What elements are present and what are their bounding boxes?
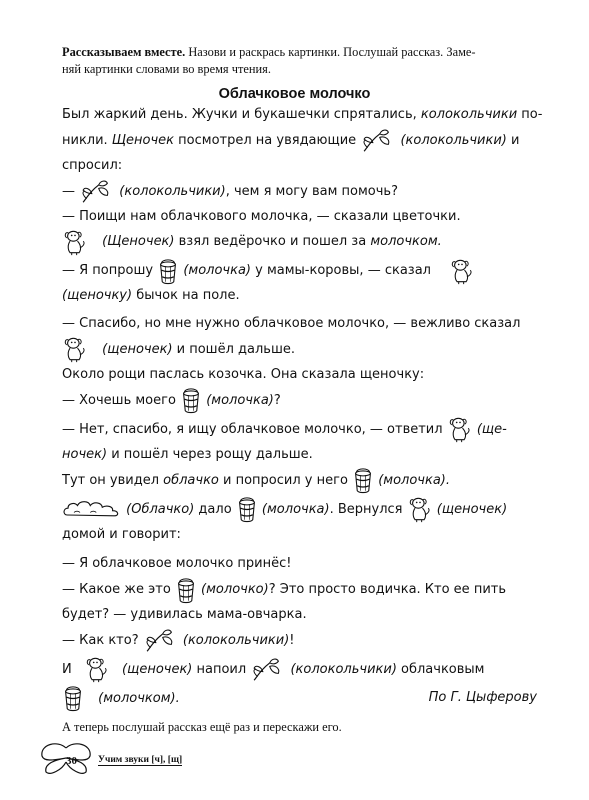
puppy-icon (62, 228, 88, 256)
story-fragment: (молочко) (201, 582, 269, 598)
story-line (62, 524, 548, 546)
page-footer (36, 742, 236, 776)
story-fragment: дало (194, 501, 236, 517)
story-fragment: (молочком). (98, 690, 180, 706)
story-line (62, 626, 548, 655)
story-fragment: (молочка). (378, 472, 450, 488)
story-title: Облачковое молочко (218, 86, 371, 102)
story-fragment: и (506, 132, 520, 148)
retell-instruction: А теперь послушай рассказ ещё раз и перескажи его. (62, 720, 342, 734)
story-fragment: (Щеночек) (102, 234, 175, 250)
story-line (62, 285, 548, 307)
story-line (62, 206, 548, 228)
puppy-icon (447, 415, 473, 443)
task-text-line-1: Назови и раскрась картинки. Послушай рассказ. Заме- (185, 45, 476, 59)
story-fragment: (щеночек) (122, 661, 193, 677)
page-number: 30 (66, 755, 77, 767)
story-fragment: и пошёл дальше. (172, 341, 295, 357)
story-fragment: — Какое же это (62, 582, 175, 598)
story-fragment: (щеночек) (102, 341, 173, 357)
bellflower-icon (250, 656, 286, 682)
story-fragment: (колокольчики) (290, 661, 397, 677)
bellflower-icon (360, 127, 396, 153)
story-fragment: домой и говорит: (62, 526, 181, 542)
story-fragment: Около рощи паслась козочка. Она сказала щеночку: (62, 366, 425, 382)
footer-caption: Учим звуки [ч], [щ] (98, 755, 183, 765)
story-fragment: бычок на поле. (132, 288, 240, 304)
story-fragment: — Поищи нам облачкового молочка, — сказали цветочки. (62, 208, 461, 224)
story-line (62, 104, 548, 126)
story-fragment: . Вернулся (329, 501, 407, 517)
story-fragment: — Нет, спасибо, я ищу облачковое молочко, — ответил (62, 421, 447, 437)
story-line (62, 553, 548, 575)
story-fragment: (колокольчики) (182, 632, 290, 648)
milk-bucket-icon (236, 495, 258, 523)
story-fragment: ? Это просто водичка. Кто ее пить (268, 582, 506, 598)
story-fragment: — (62, 183, 80, 199)
story-line (62, 256, 548, 285)
story-line (62, 177, 548, 206)
story-fragment: (Облачко) (126, 501, 195, 517)
story-line (62, 444, 548, 466)
story-fragment: напоил (192, 661, 251, 677)
story-fragment: колокольчики (420, 107, 518, 122)
story-fragment: (щеночек) (436, 501, 508, 517)
story-fragment: по- (517, 107, 543, 122)
story-fragment: (щеночку) (62, 288, 133, 304)
story-fragment: (колокольчики) (400, 132, 507, 148)
story-line (62, 227, 548, 256)
story-fragment: посмотрел на увядающие (174, 132, 361, 148)
story-fragment: ночек) (62, 446, 108, 462)
story-fragment: — Я облачковое молочко принёс! (62, 556, 292, 572)
milk-bucket-icon (352, 466, 374, 494)
story-fragment: Тут он увидел (62, 472, 164, 488)
milk-bucket-icon (157, 257, 179, 285)
milk-bucket-icon (175, 576, 197, 604)
story-line (62, 495, 548, 524)
story-line (62, 575, 548, 604)
story-line (62, 466, 548, 495)
story-line (62, 386, 548, 415)
puppy-icon (62, 335, 88, 363)
story-fragment: облачковым (396, 661, 485, 677)
story-line (62, 415, 548, 444)
story-fragment: — Как кто? (62, 632, 143, 648)
story-fragment: никли. (62, 132, 112, 148)
story-line (62, 126, 548, 155)
story-fragment: взял ведёрочко и пошел за (174, 234, 371, 250)
story-fragment: (ще- (476, 421, 507, 437)
story-fragment: Щеночек (111, 132, 175, 148)
story-fragment: ! (289, 632, 295, 648)
cloud-icon (62, 499, 122, 519)
story-fragment: спросил: (62, 157, 123, 173)
puppy-icon (407, 495, 433, 523)
story-fragment: и пошёл через рощу дальше. (107, 446, 313, 462)
story-fragment: (молочка) (206, 392, 274, 408)
story-line (62, 364, 548, 386)
story-fragment: И (62, 661, 76, 677)
story-fragment: (молочка) (261, 501, 330, 517)
story-fragment: будет? — удивилась мама-овчарка. (62, 607, 307, 623)
story-text (62, 104, 548, 713)
story-fragment: ? (273, 392, 281, 408)
story-line (62, 313, 548, 335)
milk-bucket-icon (180, 386, 202, 414)
story-fragment: — Спасибо, но мне нужно облачковое молочко, — вежливо сказал (62, 316, 521, 332)
story-fragment: , чем я могу вам помочь? (225, 183, 398, 199)
story-line (62, 604, 548, 626)
story-fragment: (молочка) (183, 263, 251, 279)
task-instructions (62, 44, 548, 78)
puppy-icon (449, 257, 475, 285)
bellflower-icon (143, 627, 179, 653)
story-line (62, 655, 548, 684)
story-fragment: (колокольчики) (119, 183, 226, 199)
story-fragment: и попросил у него (218, 472, 353, 488)
puppy-icon (84, 655, 110, 683)
story-fragment: облачко (163, 472, 219, 488)
bellflower-icon (79, 178, 115, 204)
story-fragment: — Хочешь моего (62, 392, 181, 408)
story-fragment: у мамы-коровы, — сказал (251, 263, 431, 279)
story-author: По Г. Цыферову (428, 690, 537, 705)
story-fragment: — Я попрошу (62, 263, 158, 279)
story-line (62, 335, 548, 364)
task-text-line-2: няй картинки словами во время чтения. (62, 62, 271, 76)
story-line (62, 155, 548, 177)
task-heading: Рассказываем вместе. (62, 45, 186, 59)
story-fragment: Был жаркий день. Жучки и букашечки спрятались, (62, 107, 421, 122)
story-fragment: молочком. (370, 234, 442, 250)
milk-bucket-icon (62, 684, 84, 712)
